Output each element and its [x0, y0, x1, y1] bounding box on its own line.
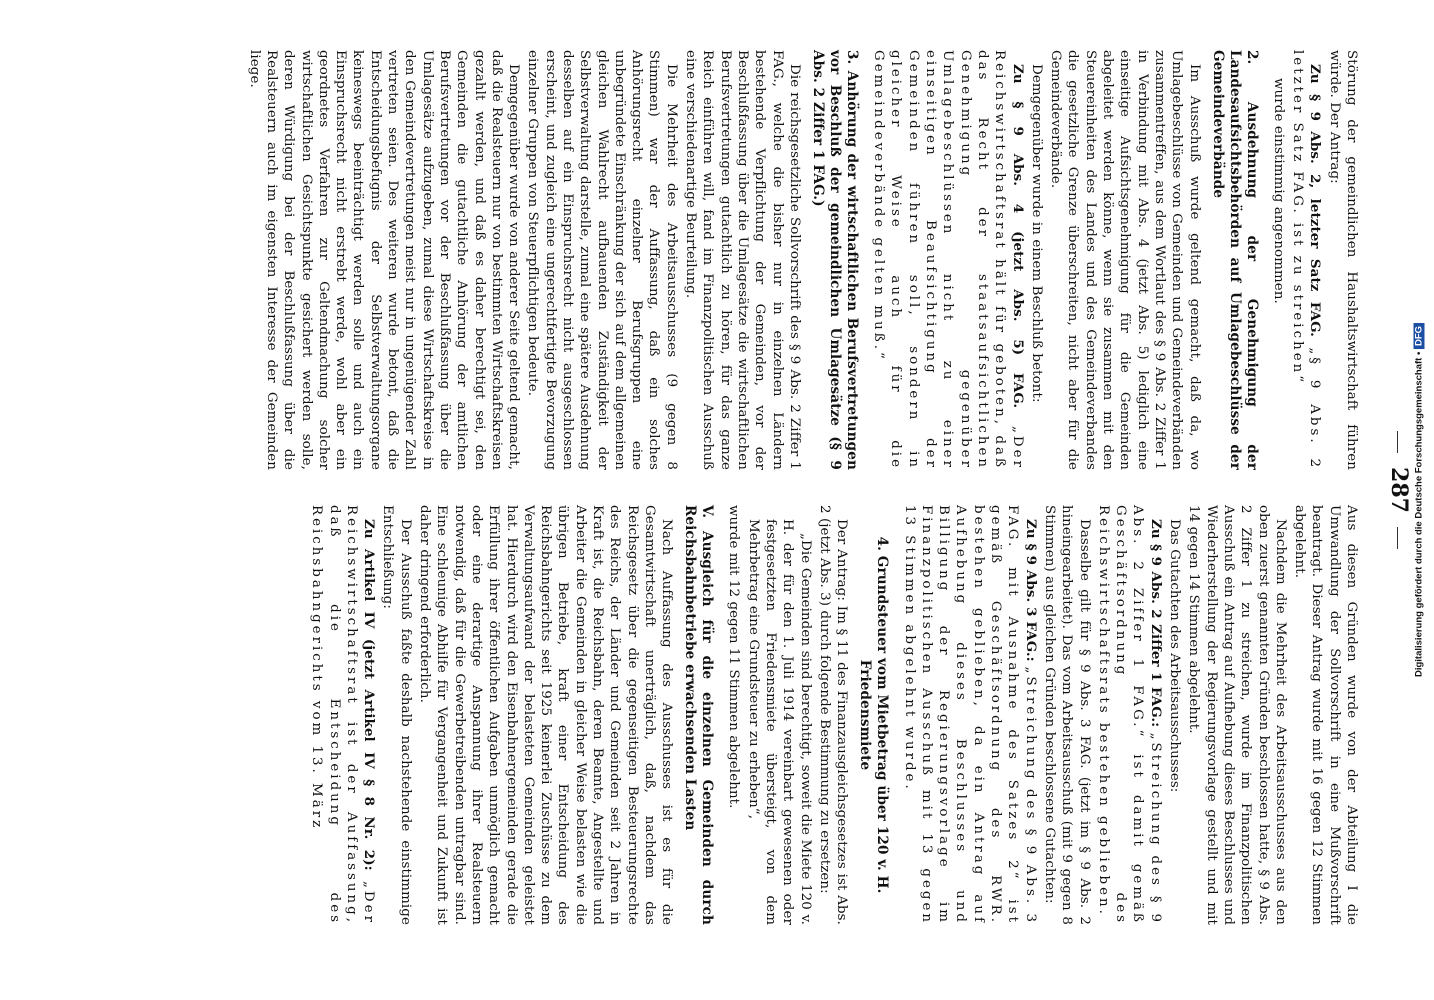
paragraph: Nach Auffassung des Ausschusses ist es für die Gesamtwirtschaft unerträglich, daß, nachdem das Reichsgesetz über die gegenseitigen Besteuerungsrechte des Reichs, der Länder und Gemeinden seit 2 Jahren in Kraft ist, die Reichsbahn, deren Beamte, Angestellte und Arbeiter die Gemeinden in gleicher Weise belasten wie die übrigen Betriebe, kraft einer Entscheidung des Reichsbahngerichts seit 1925 keinerlei Zuschüsse zu dem Verwaltungsaufwand der belasteten Gemeinden geleistet hat. Hierdurch wird den Eisenbahnergemeinden gerade die Erfüllung ihrer öffentlichen Aufgaben unmöglich gemacht oder eine derartige Anspannung ihrer Realsteuern notwendig, daß für die Gewerbetreibenden untragbar sind. Eine schleunige Abhilfe für Vergangenheit und Zukunft ist daher dringend erforderlich.: [417, 505, 675, 925]
paragraph: wurde mit 12 gegen 11 Stimmen abgelehnt.: [726, 505, 742, 809]
section-heading: 3. Anhörung der wirtschaftlichen Berufsvertretungen vor Beschluß der gemeindlichen Umlagesätze (§ 9 Abs. 2 Ziffer 1 FAG.): [809, 50, 860, 470]
resolution-paragraph: [308, 505, 377, 925]
paragraph: Dasselbe gilt für § 9 Abs. 3 FAG. (jetzt im § 9 Abs. 2 hineingearbeitet). Das vom Arbeitsausschuß (mit 9 gegen 8 Stimmen) aus gleichen Gründen beschlossene Gutachten:: [1041, 505, 1092, 925]
paragraph: Die Mehrheit des Arbeitsausschusses (9 gegen 8 Stimmen) war der Auffassung, daß ein solches Anhörungsrecht einzelner Berufsgruppen eine unbegründete Einschränkung der sich auf dem allgemeinen gleichen Wahlrecht aufbauenden Zuständigkeit der Selbstverwaltung darstelle, zumal eine spätere Ausdehnung desselben auf ein Einspruchsrecht nicht ausgeschlossen erscheint, und zugleich eine ungerechtfertigte Bevorzugung einzelner Gruppen von Steuerpflichtigen bedeute.: [525, 50, 679, 470]
paragraph: Der Ausschuß faßte deshalb nachstehende einstimmige Entschließung:: [380, 505, 413, 925]
resolution-paragraph: [1289, 50, 1324, 470]
resolution-text: „Der Reichswirtschaftsrat hält für geboten, daß das Recht der staatsaufsichtlichen Genehmigung gegenüber Umlagebeschlüssen nicht zu einer einseitigen Beaufsichtigung der Gemeinden führen soll, sondern in gleicher Weise auch für die Gemeindeverbände gelten muß.“: [871, 50, 1025, 470]
resolution-heading: Zu § 9 Abs. 4 (jetzt Abs. 5) FAG.: [1009, 64, 1026, 426]
paragraph: Im Ausschuß wurde geltend gemacht, daß da, wo Umlagebeschlüsse von Gemeinden und Gemeindeverbänden zusammentreffen, aus dem Wortlaut des § 9 Abs. 2 Ziffer 1 in Verbindung mit Abs. 4 (jetzt Abs. 5) lediglich eine einseitige Aufsichtsgenehmigung für die Gemeinden abgeleitet werden könne, wenn sie zusammen mit den Steuereinheiten des Landes und des Gemeindeverbandes die gesetzliche Grenze überschreiten, nicht aber für die Gemeindeverbände.: [1048, 50, 1202, 470]
resolution-paragraph: [870, 50, 1026, 470]
resolution-heading: Zu § 9 Abs. 2, letzter Satz FAG.: [1307, 64, 1324, 348]
section-heading: V. Ausgleich für die einzelnen Gemeinden durch Reichsbahnbetriebe erwachsenden Lasten: [682, 505, 716, 925]
digitization-credit: Digitalisierung gefördert durch die Deutsche Forschungsgemeinschaft • DFG: [1408, 10, 1430, 990]
paragraph: Das Gutachten des Arbeitsausschusses:: [1167, 519, 1183, 793]
paragraph: Demgegenüber wurde von anderer Seite geltend gemacht, daß die Realsteuern nur von bestimmten Wirtschaftskreisen gezahlt werden, und daß es daher berechtigt sei, den Gemeinden die gutachtliche Anhörung der amtlichen Berufsvertretungen vor der Beschlußfassung über die Umlagesätze aufzugeben, zumal diese Wirtschaftskreise in den Gemeindevertretungen meist nur in ungenügender Zahl vertreten seien. Des weiteren wurde betont, daß die Entscheidungsbefugnis der Selbstverwaltungsorgane keineswegs beeinträchtigt werden solle und auch ein Einspruchsrecht nicht erstrebt werde, wohl aber ein geordnetes Verfahren zur Geltendmachung solcher wirtschaftlichen Gesichtspunkte gesichert werden solle, deren Würdigung bei der Beschlußfassung über die Realsteuern auch im eigensten Interesse der Gemeinden liege.: [246, 50, 522, 470]
left-column: [243, 50, 1360, 470]
resolution-heading: Zu § 9 Abs. 3 FAG.:: [1022, 519, 1039, 667]
resolution-heading: Zu Artikel IV (jetzt Artikel IV § 8 Nr. 2):: [361, 519, 378, 881]
paragraph: Störung der gemeindlichen Haushaltswirtschaft führen würde. Der Antrag:: [1326, 50, 1359, 470]
page-content: [130, 30, 1420, 950]
resolution-text: „Der Reichswirtschaftsrat ist der Auffassung, daß die Entscheidung des Reichsbahngerichts vom 13. März: [309, 505, 377, 925]
paragraph: Aus diesen Gründen wurde von der Abteilung I die Umwandlung der Sollvorschrift in eine Mußvorschrift beantragt. Dieser Antrag wurde mit 16 gegen 12 Stimmen abgelehnt.: [1292, 505, 1359, 925]
paragraph: Nachdem die Mehrheit des Arbeitsausschusses aus den oben zuerst genannten Gründen beschlossen hatte, § 9 Abs. 2 Ziffer 1 zu streichen, wurde im Finanzpolitischen Ausschuß ein Antrag auf Aufhebung dieses Beschlusses und Wiederherstellung der Regierungsvorlage gestellt und mit 14 gegen 14 Stimmen abgelehnt.: [1186, 505, 1288, 925]
section-heading: 2. Ausdehnung der Genehmigung der Landesaufsichtsbehörden auf Umlagebeschlüsse der Gemeindeverbände: [1209, 50, 1260, 470]
paragraph: Die reichsgesetzliche Sollvorschrift des § 9 Abs. 2 Ziffer 1 FAG., welche die bisher nur in einzelnen Ländern bestehende Verpflichtung der Gemeinden, vor der Beschlußfassung über die Umlagesätze die wirtschaftlichen Berufsvertretungen gutachtlich zu hören, für das ganze Reich einführen will, fand im Finanzpolitischen Ausschuß eine verschiedenartige Beurteilung.: [683, 50, 802, 470]
resolution-text: „§ 9 Abs. 2 letzter Satz FAG. ist zu streichen“: [1290, 50, 1323, 470]
right-column: [306, 505, 1360, 925]
resolution-heading: Zu § 9 Abs. 2 Ziffer 1 FAG.:: [1147, 519, 1164, 733]
paragraph: wurde einstimmig angenommen.: [1270, 78, 1286, 304]
dfg-logo: DFG: [1414, 323, 1425, 349]
resolution-text: „Streichung des § 9 Abs. 3 FAG. mit Ausnahme des Satzes 2“ ist gemäß Geschäftsordnung des RWR. bestehen geblieben, da ein Antrag auf Aufhebung dieses Beschlusses und Billigung der Regierungsvorlage im Finanzpolitischen Ausschuß mit 13 gegen 13 Stimmen abgelehnt wurde.: [901, 505, 1038, 925]
paragraph: Der Antrag: Im § 11 des Finanzausgleichsgesetzes ist Abs. 2 (jetzt Abs. 3) durch folgende Bestimmung zu ersetzen:: [816, 505, 850, 925]
resolution-paragraph: [1095, 505, 1164, 925]
scanned-page: [130, 30, 1420, 950]
resolution-text: „Streichung des § 9 Abs. 2 Ziffer 1 FAG.“ ist damit gemäß Geschäftsordnung des Reichswirtschaftsrats bestehen geblieben.: [1095, 505, 1163, 925]
resolution-paragraph: [900, 505, 1038, 925]
credit-text: Digitalisierung gefördert durch die Deutsche Forschungsgemeinschaft: [1413, 357, 1425, 678]
section-heading: 4. Grundsteuer vom Mietbetrag über 120 v. H. Friedensmiete: [857, 536, 891, 894]
page-number: 287: [1386, 30, 1412, 950]
quoted-provision: „Die Gemeinden sind berechtigt, soweit die Miete 120 v. H. der für den 1. Juli 1914 vereinbart gewesenen oder festgesetzten Friedensmiete übersteigt, von dem Mehrbetrag eine Grundsteuer zu erheben“,: [745, 519, 813, 925]
paragraph: Demgegenüber wurde in einem Beschluß betont:: [1028, 64, 1044, 403]
